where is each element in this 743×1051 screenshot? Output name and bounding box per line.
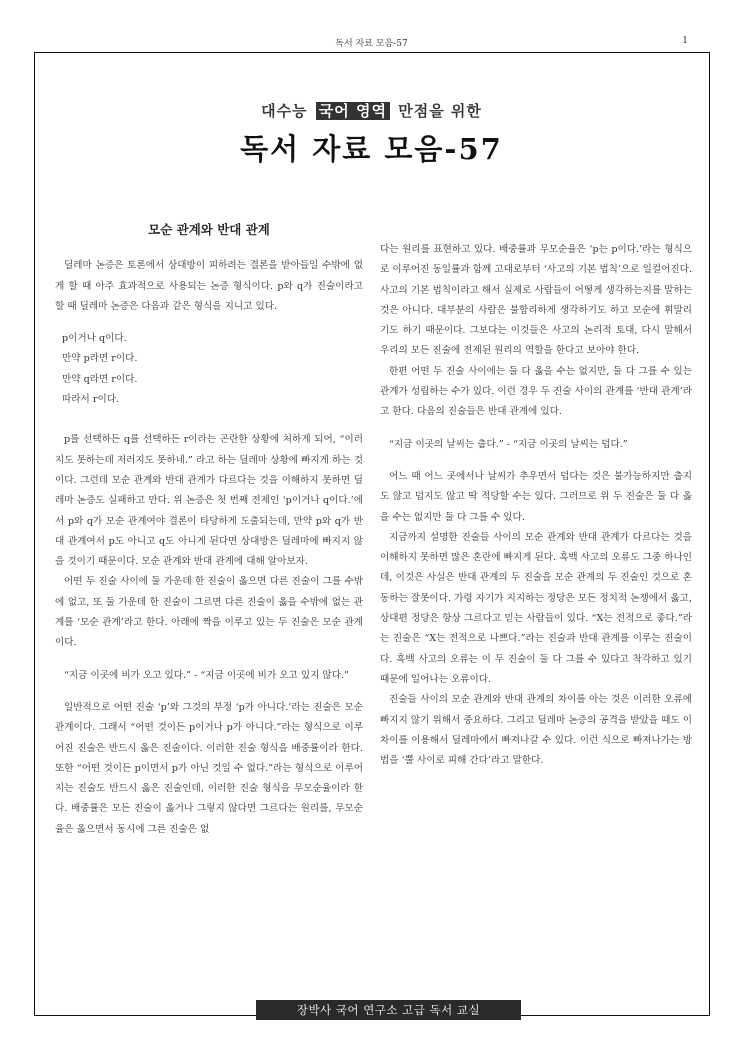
premise-item: 따라서 r이다. xyxy=(62,394,120,406)
example-quote: “지금 이곳의 날씨는 춥다.” - “지금 이곳의 날씨는 덥다.” xyxy=(389,438,628,450)
premise-item: 만약 p라면 r이다. xyxy=(62,353,138,365)
right-column xyxy=(380,240,692,771)
title-block xyxy=(0,100,743,168)
subtitle-suffix: 만점을 위한 xyxy=(398,102,482,120)
paragraph: 다는 원리를 표현하고 있다. 배중률과 무모순율은 ‘p는 p이다.’라는 형식으로 이루어진 동일률과 함께 고대로부터 ‘사고의 기본 법칙’으로 일컬어진다. 사고의 기본 법칙이라고 해서 실제로 사람들이 어떻게 생각하는지를 말하는 것은 아니다. 대부분의 사람은 불합리하게 생각하기도 하고 모순에 휘말리기도 하기 때문이다. 그보다는 이것들은 사고의 논리적 토대, 다시 말해서 우리의 모든 진술에 전제된 원리의 역할을 한다고 보아야 한다. xyxy=(380,244,692,357)
paragraph: 한편 어떤 두 진술 사이에는 둘 다 옳을 수는 없지만, 둘 다 그를 수 있는 관계가 성립하는 수가 있다. 이런 경우 두 진술 사이의 관계를 ‘반대 관계’라고 한다. 다음의 진술들은 반대 관계에 있다. xyxy=(380,365,692,418)
left-column xyxy=(55,218,363,840)
premise-item: p이거나 q이다. xyxy=(62,333,127,345)
paragraph: 지금까지 설명한 진술들 사이의 모순 관계와 반대 관계가 다르다는 것을 이해하지 못하면 많은 혼란에 빠지게 된다. 흑백 사고의 오류도 그중 하나인데, 이것은 사실은 반대 관계의 두 진술을 모순 관계의 두 진술인 것으로 혼동하는 잘못이다. 가령 자기가 지지하는 정당은 모든 정치적 논쟁에서 옳고, 상대편 정당은 항상 그르다고 믿는 사람들이 있다. “X는 전적으로 좋다.”라는 진술은 “X는 전적으로 나쁘다.”라는 진술과 반대 관계를 이루는 진술이다. 흑백 사고의 오류는 이 두 진술이 둘 다 그를 수 있다고 착각하고 있기 때문에 일어나는 오류이다. xyxy=(380,531,692,685)
paragraph: 어떤 두 진술 사이에 둘 가운데 한 진술이 옳으면 다른 진술이 그를 수밖에 없고, 또 둘 가운데 한 진술이 그르면 다른 진술이 옳을 수밖에 없는 관계를 ‘모순 관계’라고 한다. 아래에 짝을 이루고 있는 두 진술은 모순 관계이다. xyxy=(55,576,363,649)
running-header-title: 독서 자료 모음-57 xyxy=(335,39,408,49)
example-quote: “지금 이곳에 비가 오고 있다.” - “지금 이곳에 비가 오고 있지 않다.” xyxy=(64,669,349,681)
subtitle-highlight: 국어 영역 xyxy=(316,102,390,120)
paragraph: 일반적으로 어떤 진술 ‘p’와 그것의 부정 ‘p가 아니다.’라는 진술은 모순 관계이다. 그래서 “어떤 것이든 p이거나 p가 아니다.”라는 형식으로 이루어진 진술은 반드시 옳은 진술이다. 이러한 진술 형식을 배중률이라 한다. 또한 “어떤 것이든 p이면서 p가 아닌 것일 수 없다.”라는 형식으로 이루어지는 진술도 반드시 옳은 진술인데, 이러한 진술 형식을 무모순율이라 한다. 배중률은 모든 진술이 옳거나 그렇지 않다면 그르다는 원리를, 무모순율은 옳으면서 동시에 그른 진술은 없 xyxy=(55,701,363,835)
page-number: 1 xyxy=(682,36,688,46)
paragraph: p를 선택하든 q를 선택하든 r이라는 곤란한 상황에 처하게 되어, “이러지도 못하는데 저러지도 못하네.” 라고 하는 딜레마 상황에 빠지게 하는 것이다. 그런데 모순 관계와 반대 관계가 다르다는 것을 이해하지 못하면 딜레마 논증도 실패하고 만다. 위 논증은 첫 번째 전제인 ‘p이거나 q이다.’에서 p와 q가 모순 관계여야 결론이 타당하게 도출되는데, 만약 p와 q가 반대 관계여서 p도 아니고 q도 아니게 된다면 상대방은 딜레마에 빠지지 않을 것이기 때문이다. 모순 관계와 반대 관계에 대해 알아보자. xyxy=(55,434,363,568)
paragraph: 딜레마 논증은 토론에서 상대방이 피하려는 결론을 받아들일 수밖에 없게 할 때 아주 효과적으로 사용되는 논증 형식이다. p와 q가 진술이라고 할 때 딜레마 논증은 다음과 같은 형식을 지니고 있다. xyxy=(55,260,363,312)
footer-banner: 장박사 국어 연구소 고급 독서 교실 xyxy=(256,1000,521,1020)
premise-item: 만약 q라면 r이다. xyxy=(62,373,138,385)
section-heading: 모순 관계와 반대 관계 xyxy=(148,222,270,237)
page-title: 독서 자료 모음-57 xyxy=(240,132,503,166)
paragraph: 진술들 사이의 모순 관계와 반대 관계의 차이를 아는 것은 이러한 오류에 빠지지 않기 위해서 중요하다. 그리고 딜레마 논증의 공격을 받았을 때도 이 차이를 이용해서 딜레마에서 빠져나갈 수 있다. 이런 식으로 빠져나가는 방법을 ‘뿔 사이로 피해 간다’라고 말한다. xyxy=(380,694,692,767)
premise-list xyxy=(55,329,363,410)
subtitle xyxy=(0,100,743,121)
subtitle-prefix: 대수능 xyxy=(261,102,308,120)
paragraph: 어느 때 어느 곳에서나 날씨가 추우면서 덥다는 것은 불가능하지만 춥지도 않고 덥지도 않고 딱 적당할 수는 있다. 그러므로 위 두 진술은 둘 다 옳을 수는 없지만 둘 다 그를 수 있다. xyxy=(380,470,692,523)
